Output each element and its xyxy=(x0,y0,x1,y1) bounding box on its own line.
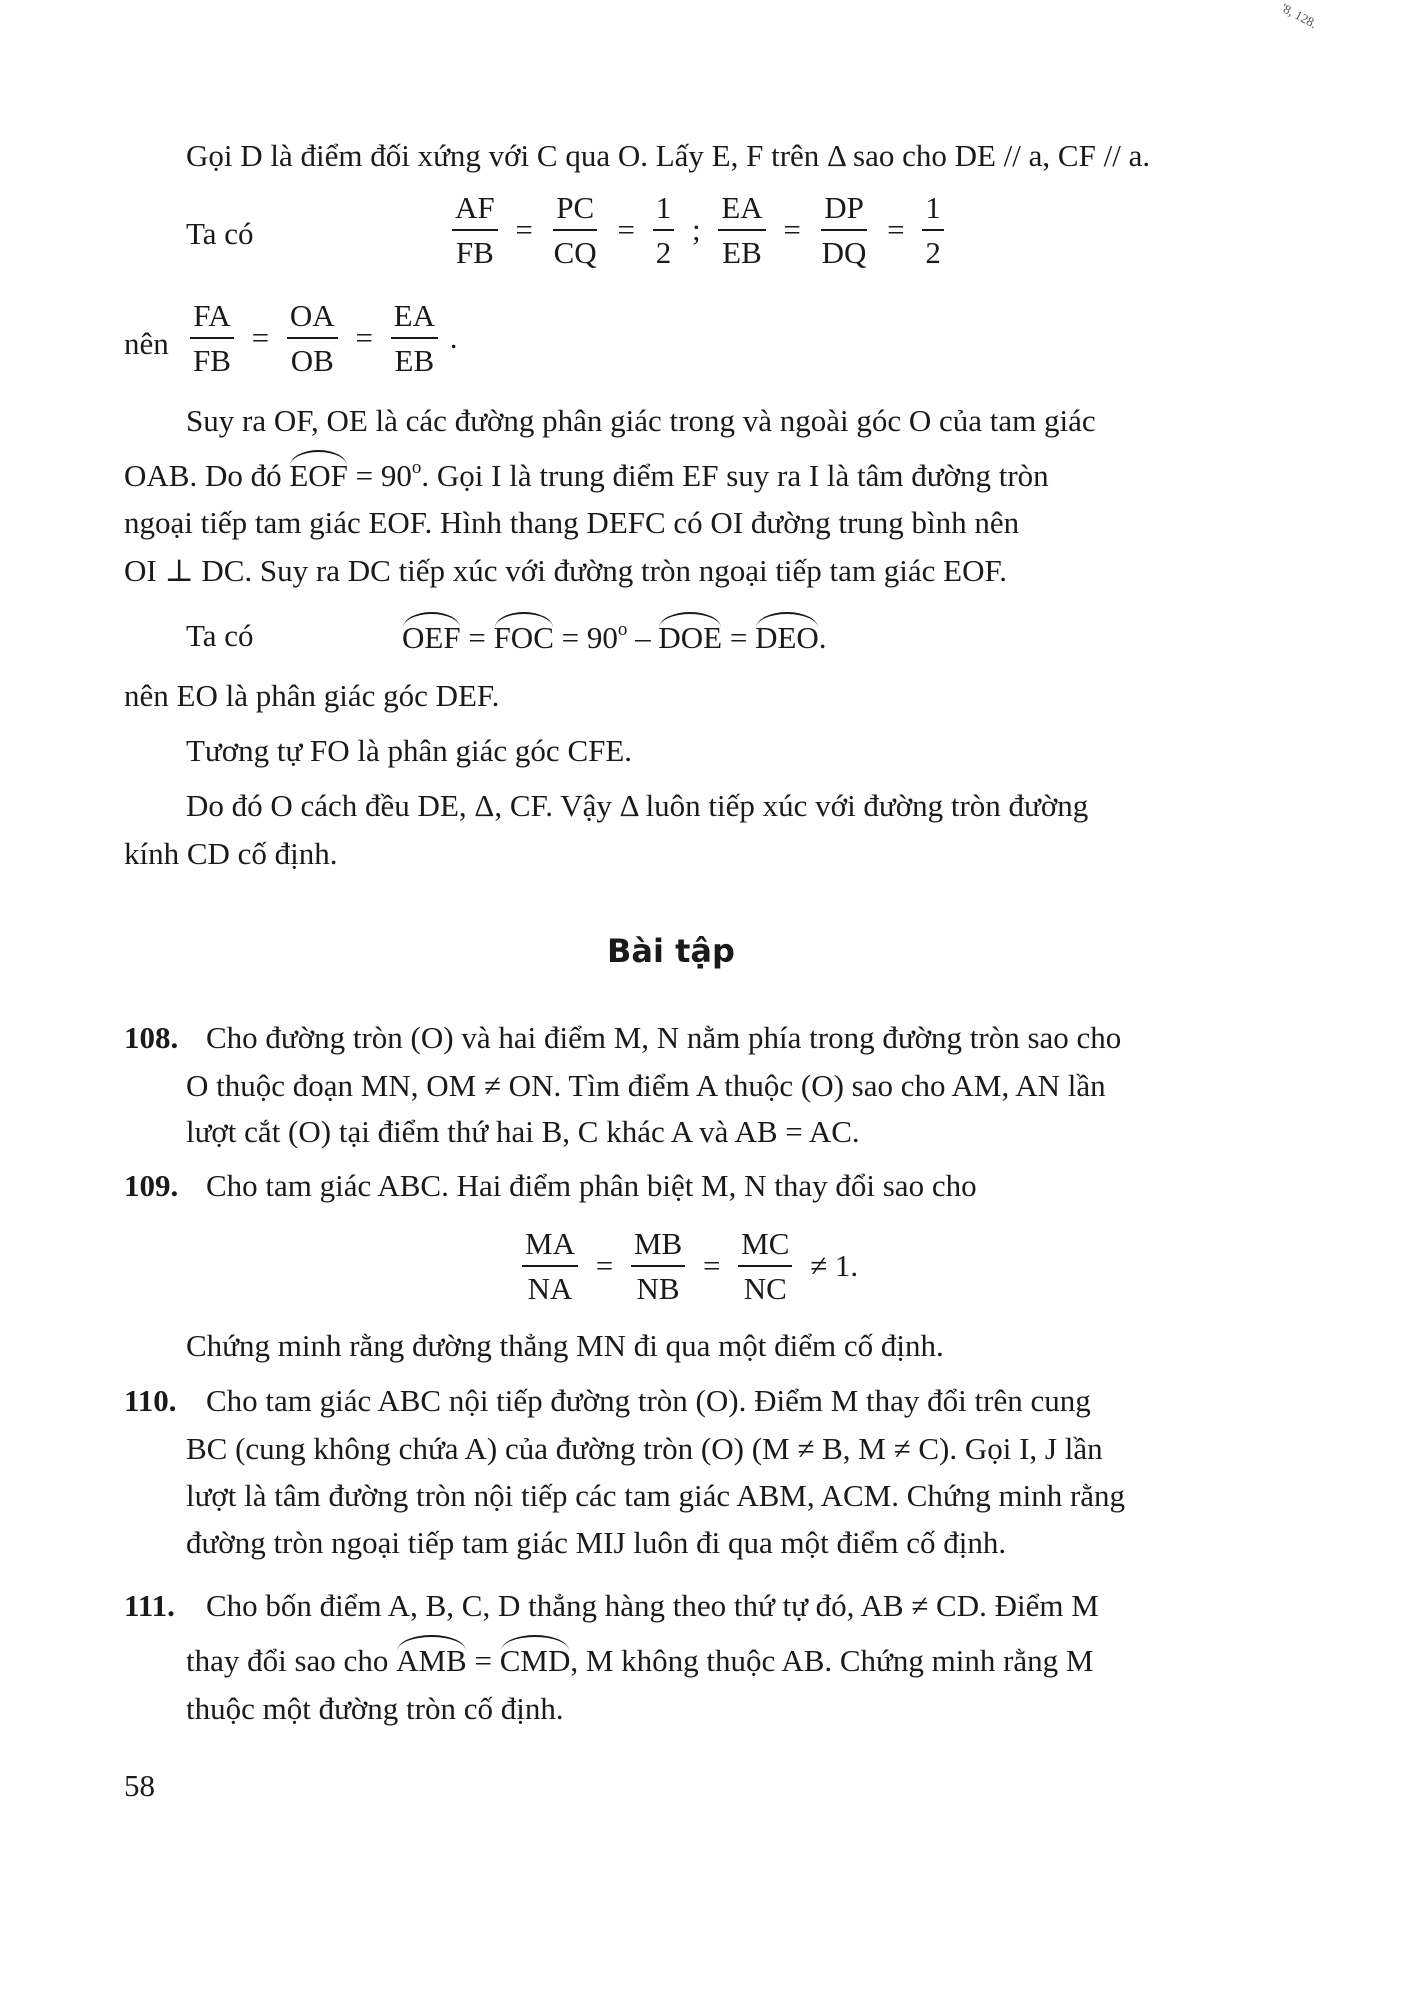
equation-ratios-3: $\frac{MA}{NA}$ = $\frac{MB}{NB}$ = $\frac{MC}{NC}$ ≠ 1. xyxy=(518,1228,864,1304)
exercise-109-line-1: Cho tam giác ABC. Hai điểm phân biệt M, N thay đổi sao cho xyxy=(206,1168,977,1203)
fraction: $\frac{DP}{DQ}$ xyxy=(821,190,867,270)
section-heading: Bài tập xyxy=(607,932,735,970)
paragraph-5-line-2: kính CD cố định. xyxy=(124,836,338,871)
paragraph-intro: Gọi D là điểm đối xứng với C qua O. Lấy E, F trên Δ sao cho DE // a, CF // a. xyxy=(186,138,1151,173)
exercise-111-line-3: thuộc một đường tròn cố định. xyxy=(186,1691,564,1726)
exercise-108-line-2: O thuộc đoạn MN, OM ≠ ON. Tìm điểm A thuộc (O) sao cho AM, AN lần xyxy=(186,1068,1106,1103)
exercise-111-line-2: thay đổi sao cho AMB = CMD, M không thuộc AB. Chứng minh rằng M xyxy=(186,1643,1094,1678)
page-number: 58 xyxy=(124,1768,155,1803)
ta-co-label-1: Ta có xyxy=(186,216,254,251)
equation-ratios-1: $\frac{AF}{FB}$ = $\frac{PC}{CQ}$ = $\frac{1}{2}$ ; $\frac{EA}{EB}$ = $\frac{DP}{DQ}$ = $\frac{1}{2}$ xyxy=(448,192,948,268)
ta-co-label-2: Ta có xyxy=(186,618,254,653)
angle-arc: AMB xyxy=(396,1643,467,1678)
exercise-110-line-3: lượt là tâm đường tròn nội tiếp các tam giác ABM, ACM. Chứng minh rằng xyxy=(186,1478,1126,1513)
corner-scribble: '8, 128. xyxy=(1278,0,1320,32)
exercise-110-line-2: BC (cung không chứa A) của đường tròn (O) (M ≠ B, M ≠ C). Gọi I, J lần xyxy=(186,1431,1103,1466)
exercise-108-line-1: Cho đường tròn (O) và hai điểm M, N nằm phía trong đường tròn sao cho xyxy=(206,1020,1122,1055)
equation-angles: OEF = FOC = $90^o$ – DOE = DEO. xyxy=(402,619,827,655)
angle-arc: EOF xyxy=(289,458,348,493)
exercise-number: 110. xyxy=(124,1383,177,1418)
paragraph-2-line-3: ngoại tiếp tam giác EOF. Hình thang DEFC có OI đường trung bình nên xyxy=(124,505,1020,540)
angle-arc: CMD xyxy=(499,1643,571,1678)
fraction: $\frac{MA}{NA}$ xyxy=(522,1228,578,1304)
fraction: $\frac{MB}{NB}$ xyxy=(631,1228,685,1304)
angle-arc: DOE xyxy=(658,620,723,655)
exercise-number: 109. xyxy=(124,1168,179,1203)
paragraph-3: nên EO là phân giác góc DEF. xyxy=(124,678,500,713)
fraction: $\frac{PC}{CQ}$ xyxy=(553,190,597,270)
fraction: $\frac{1}{2}$ xyxy=(653,192,675,268)
paragraph-2-line-1: Suy ra OF, OE là các đường phân giác trong và ngoài góc O của tam giác xyxy=(186,403,1096,438)
equation-ratios-2: $\frac{FA}{FB}$ = $\frac{OA}{OB}$ = $\frac{EA}{EB}$ . xyxy=(186,300,464,376)
fraction: $\frac{FA}{FB}$ xyxy=(190,300,234,376)
exercise-110-line-4: đường tròn ngoại tiếp tam giác MIJ luôn đi qua một điểm cố định. xyxy=(186,1525,1007,1560)
exercise-number: 111. xyxy=(124,1588,175,1623)
angle-arc: OEF xyxy=(402,620,461,655)
exercise-110-line-1: Cho tam giác ABC nội tiếp đường tròn (O). Điểm M thay đổi trên cung xyxy=(206,1383,1091,1418)
paragraph-5-line-1: Do đó O cách đều DE, Δ, CF. Vậy Δ luôn tiếp xúc với đường tròn đường xyxy=(186,788,1089,823)
fraction: $\frac{AF}{FB}$ xyxy=(452,192,498,268)
paragraph-2-line-4: OI ⊥ DC. Suy ra DC tiếp xúc với đường tròn ngoại tiếp tam giác EOF. xyxy=(124,553,1008,588)
exercise-111-line-1: Cho bốn điểm A, B, C, D thẳng hàng theo thứ tự đó, AB ≠ CD. Điểm M xyxy=(206,1588,1099,1623)
nen-label: nên xyxy=(124,326,169,361)
paragraph-4: Tương tự FO là phân giác góc CFE. xyxy=(186,733,633,768)
fraction: $\frac{EA}{EB}$ xyxy=(391,300,438,376)
exercise-number: 108. xyxy=(124,1020,179,1055)
paragraph-2-line-2: OAB. Do đó EOF = $90^o$. Gọi I là trung điểm EF suy ra I là tâm đường tròn xyxy=(124,457,1049,493)
exercise-108-line-3: lượt cắt (O) tại điểm thứ hai B, C khác A và AB = AC. xyxy=(186,1114,860,1149)
exercise-109-line-2: Chứng minh rằng đường thẳng MN đi qua một điểm cố định. xyxy=(186,1328,944,1363)
angle-arc: FOC xyxy=(493,620,554,655)
fraction: $\frac{EA}{EB}$ xyxy=(718,192,765,268)
fraction: $\frac{OA}{OB}$ xyxy=(287,300,338,376)
angle-arc: DEO xyxy=(755,620,819,655)
fraction: $\frac{MC}{NC}$ xyxy=(738,1228,792,1304)
fraction: $\frac{1}{2}$ xyxy=(922,192,944,268)
